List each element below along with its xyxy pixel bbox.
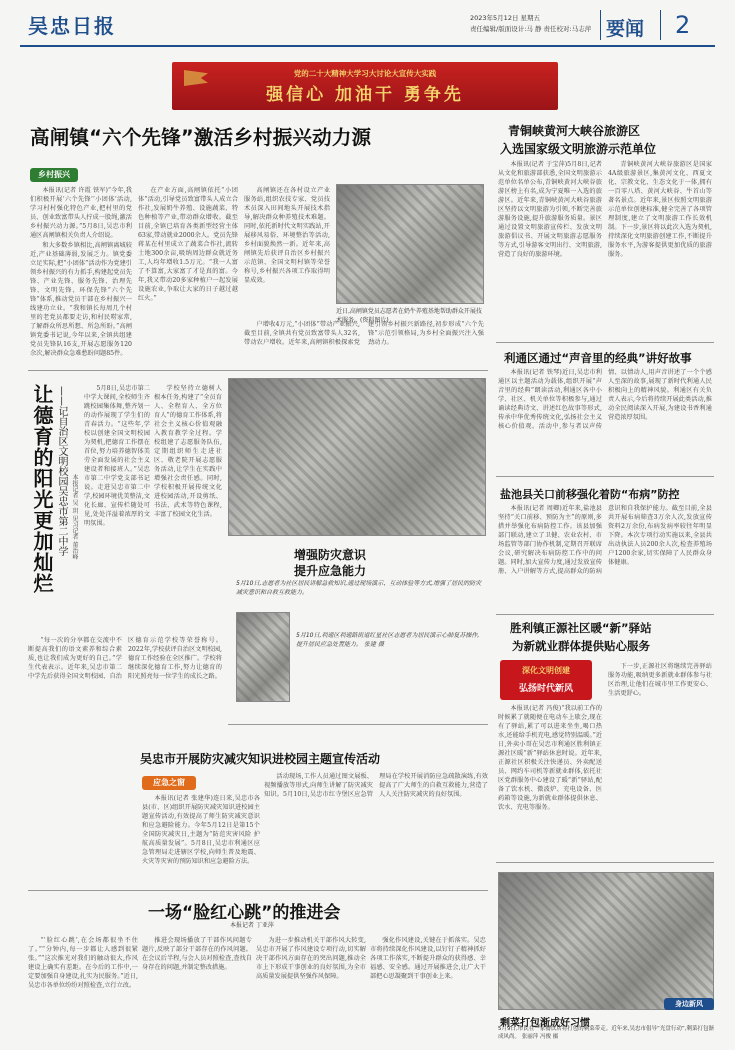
article4-title: 盐池县关口前移强化着防“布病”防控 — [500, 488, 680, 501]
article9-title: 一场“脸红心跳”的推进会 — [148, 903, 341, 923]
article2-text2: 青铜峡黄河大峡谷旅游区是国家4A级旅游景区,集黄河文化、西夏文化、宗教文化、生态文化于一体,拥有一百零八塔、黄河大峡谷、牛首山等著名景点。近年来,景区按照文明旅游示范单位创建标准,健全完善了各项管理制度,建立了文明旅游工作长效机制。下一步,景区将以此次入选为契机,持续深化文明旅游创建工作,不断提升服务水平,为游客提供更加优质的旅游服务。 — [608, 161, 712, 258]
article8-col1 — [498, 704, 602, 852]
article10-caption: 5月9日,市民在一家餐饮店将打包的剩菜带走。近年来,吴忠市倡导“光盘行动”,剩菜打包渐成风尚。 张丽萍 冯俊 摄 — [498, 1026, 714, 1040]
masthead — [0, 0, 735, 48]
article6-photo2 — [236, 612, 290, 702]
article3-text: 本报讯(记者 铁琴)近日,吴忠市利通区以主题活动为载体,组织开展“声音里的经典”朗读活动,利通区各中小学、社区、机关单位等积极参与,通过诵读经典诗文、讲述红色故事等形式,传承中华优秀传统文化,弘扬社会主义核心价值观。活动中,参与者以声传情、以情动人,用声音讲述了一个个感人至深的故事,展现了新时代利通人民积极向上的精神风貌。利通区有关负责人表示,今后将持续开展此类活动,推动全民阅读深入开展,为建设书香利通营造浓厚氛围。 — [498, 369, 712, 430]
article5-col1-text: 5月8日,吴忠市第二中学大课间,全校师生齐跳校园集体舞,整齐划一的动作展现了学生们的青春活力。“这些年,学校以创建全国文明校园为契机,把德育工作摆在首位,努力培养德智体美劳全面发展的社会主义建设者和接班人。”吴忠市第二中学党支部书记说。走进吴忠市第二中学,校园环境优美整洁,文化长廊、宣传栏随处可见,处处洋溢着浓厚的文明氛围。 — [84, 385, 150, 527]
article1-title: 高闸镇“六个先锋”激活乡村振兴动力源 — [30, 126, 372, 149]
article3-title: 利通区通过“声音里的经典”讲好故事 — [504, 351, 692, 365]
article1-tag: 乡村振兴 — [30, 168, 78, 182]
article2-title-line2: 入选国家级文明旅游示范单位 — [500, 142, 657, 156]
article5-title: 让德育的阳光更加灿烂 — [30, 384, 54, 594]
article8-title-line2: 为新就业群体提供贴心服务 — [512, 639, 650, 653]
article1-col2 — [138, 186, 238, 336]
article5-reporter: 本报记者 吴 玥 见习记者 董治峰 — [71, 474, 78, 560]
article9-col4-text: 强化作风建设,关键在于抓落实。吴忠市将持续深化作风建设,以钉钉子精神抓好各项工作落实,不断提升群众的获得感、幸福感、安全感。通过开展推进会,让广大干部把心思凝聚到干事创业上来。 — [370, 937, 486, 980]
article4-text: 本报讯(记者 周卿)近年来,盐池县坚持“关口前移、预防为主”的原则,多措并举强化布病防控工作。该县加强部门联动,建立了卫健、农业农村、市场监管等部门协作机制,定期召开联席会议,研究解决布病防控工作中的问题。同时,加大宣传力度,通过发放宣传册、入户讲解等方式,提高群众的防病意识和自我保护能力。截至目前,全县共开展布病筛查3万余人次,发放宣传资料2万余份,布病发病率较往年明显下降。本次专项行动实施以来,全县共出动执法人员200余人次,检查养殖场户1200余家,切实保障了人民群众身体健康。 — [498, 505, 712, 575]
banner-top-text: 党的二十大精神大学习大讨论大宣传大实践 — [293, 69, 437, 78]
masthead-rule — [20, 45, 715, 47]
article9-byline: 本报记者 丁亚萍 — [230, 922, 274, 929]
article8-title-line1: 胜利镇正源社区暖“新”驿站 — [510, 621, 652, 635]
article9-col3 — [256, 936, 366, 1040]
article6-bottom-rule — [228, 724, 488, 725]
editor-line: 责任编辑/版面设计:马 静 责任校对:马志萍 — [470, 25, 592, 33]
article1-bottom-rule — [28, 370, 488, 371]
article1-col1 — [30, 186, 132, 357]
article7-body-col — [264, 772, 488, 858]
article5-col1 — [84, 384, 150, 634]
article4-bottom-rule — [496, 614, 714, 615]
article3-bottom-rule — [496, 476, 714, 477]
article1-col3-text: 高闸镇还在各村设立产业服务站,组织农技专家、党员技术员深入田间地头开展技术指导,解决群众种养殖技术难题。同时,依托新时代文明实践站,开展移风易俗、环境整治等活动,乡村面貌焕然一新。近年来,高闸镇先后获评自治区乡村振兴示范镇、全国文明村镇等荣誉称号,乡村振兴各项工作取得明显成效。 — [244, 187, 330, 284]
article6-title-line1: 增强防灾意识 — [294, 548, 367, 562]
article5-subtitle: ——记自治区文明校园吴忠市第二中学 — [56, 386, 67, 556]
article1-tail — [244, 320, 484, 360]
article7-body: 活动现场,工作人员通过图文展板、视频播放等形式,向师生讲解了防灾减灾知识。5月10日,吴忠市红寺堡区应急管理局在学校开展消防应急疏散演练,有效提高了广大师生的自救互救能力,营造了人人关注防灾减灾的良好氛围。 — [264, 773, 488, 798]
article3-body — [498, 368, 712, 472]
newspaper-logo: 吴忠日报 — [28, 14, 116, 38]
article8-col2 — [608, 662, 712, 852]
article9-col3-text: 为进一步推动机关干部作风大转变,吴忠市开展了作风建设专项行动,切实解决干部作风方面存在的突出问题,推动全市上下形成干事创业的良好氛围,为全市高质量发展提供坚强作风保障。 — [256, 937, 366, 980]
article1-col3 — [244, 186, 330, 336]
article8-stamp — [500, 660, 592, 700]
article8-text2: 下一步,正源社区将继续完善驿站服务功能,吸纳更多新就业群体参与社区治理,让他们在城市里工作更安心、生活更舒心。 — [608, 663, 712, 697]
article1-col1-text: 和大多数乡镇相比,高闸镇离城较近,产业基础薄弱,发展乏力。镇党委立足实际,把“小团体”活动作为党建引领乡村振兴的有力抓手,构建起党员先锋、产业先锋、服务先锋、治理先锋、文明先锋、环保先锋“六个先锋”体系,推动党员干部在乡村振兴一线建功立业。“我和镇长每周几个村里的老党员都要走访,和村民唠家常,了解群众所思所想、所急所盼。”高闸镇党委书记说,今年以来,全镇共组建党员先锋队16支,开展志愿服务120余次,解决群众急难愁盼问题85件。 — [30, 242, 132, 357]
article7-badge: 应急之窗 — [142, 776, 196, 790]
article5-col2 — [154, 384, 222, 634]
article9-col2 — [142, 936, 252, 1040]
article6-title-line2: 提升应急能力 — [294, 564, 367, 578]
article9-col2-text: 推进会现场播放了干部作风问题专题片,反映了部分干部存在的作风问题。在会议后半程,与会人员对照检查,查找自身存在的问题,并制定整改措施。 — [142, 937, 252, 971]
article9-col1 — [28, 936, 138, 1040]
article8-bottom-rule — [496, 862, 714, 863]
article1-photo-caption: 近日,高闸镇党员志愿者在奶牛养殖基地帮助群众开展技术服务。(资料图片) — [336, 308, 482, 324]
article2-title-line1: 青铜峡黄河大峡谷旅游区 — [508, 124, 641, 138]
article2-col1 — [498, 160, 602, 340]
article1-col2-text: 在产业方面,高闸镇依托“小团体”活动,引导党员致富带头人成立合作社,发展奶牛养殖、设施蔬菜、特色种植等产业,带动群众增收。截至目前,全镇已培育各类新型经营主体63家,带动就业2000余人。党员先锋蒋某在村里成立了蔬菜合作社,流转土地300余亩,吸纳周边群众就近务工,人均年增收1.5万元。“我一人富了不算富,大家富了才是真的富。今年,我又带动20多家种植户一起发展设施农业,争取让大家的日子越过越红火。” — [138, 187, 238, 302]
article2-bottom-rule — [496, 342, 714, 343]
article1-photo — [336, 184, 484, 304]
article7-byline: 本报讯(记者 张建华)连日来,吴忠市各县(市、区)组织开展防灾减灾知识进校园主题宣传活动,有效提高了师生防灾减灾意识和应急避险能力。今年5月12日是第15个全国防灾减灾日,主题为“防范灾害风险 护航高质量发展”。5月8日,吴忠市利通区应急管理局走进辖区学校,向师生普及地震、火灾等灾害的预防知识和应急避险方法。 — [142, 795, 260, 865]
article10-badge: 身边新风 — [664, 998, 714, 1010]
article10-title: 剩菜打包渐成好习惯 — [500, 1018, 590, 1029]
stamp-main-text: 弘扬时代新风 — [518, 684, 573, 694]
article7-title: 吴忠市开展防灾减灾知识进校园主题宣传活动 — [140, 752, 381, 766]
divider-v — [600, 10, 601, 40]
article9-top-rule — [28, 890, 488, 891]
article9-col4 — [370, 936, 486, 1040]
article10-photo — [498, 872, 714, 1010]
article8-text: 本报讯(记者 冯俊)“我以前工作的时候累了就随便在电动车上歇会,现在有了驿站,累了可以进来坐坐,喝口热水,还能给手机充电,感觉特别温暖。”近日,外卖小哥在吴忠市利通区胜利镇正源社区暖“新”驿站休息时说。近年来,正源社区积极关注快递员、外卖配送员、网约车司机等新就业群体,依托社区党群服务中心建设了暖“新”驿站,配备了饮水机、微波炉、充电设备、医药箱等设施,为新就业群体提供休息、饮水、充电等服务。 — [498, 705, 602, 811]
article4-body — [498, 504, 712, 610]
article1-tail-text: 户增收4万元,“小团体”带动产业振兴,截至目前,全镇共有党员致富带头人32名,带动农户增收。近年来,高闸镇积极探索党建引领乡村振兴新路径,初步形成“六个先锋”示范引领格局,为乡村全面振兴注入强劲动力。 — [244, 321, 484, 346]
date-line: 2023年5月12日 星期五 — [470, 14, 541, 22]
article6-body: 5月10日,志愿者为社区居民讲解急救知识,通过现场演示、互动体验等方式,增强了居民的防灾减灾意识和自救互救能力。 — [236, 580, 482, 596]
page-number: 2 — [675, 11, 691, 39]
article2-col2 — [608, 160, 712, 340]
article5-col2-text: 学校坚持立德树人根本任务,构建了“全员育人、全程育人、全方位育人”的德育工作体系,将社会主义核心价值观融入教育教学全过程。学校组建了志愿服务队伍,定期组织师生走进社区、敬老院开展志愿服务活动,让学生在实践中增强社会责任感。同时,学校积极开展传统文化进校园活动,开设剪纸、书法、武术等特色课程,丰富了校园文化生活。 — [154, 385, 222, 518]
article6-caption: 5月10日,利通区利通路街道红星社区志愿者为居民演示心肺复苏操作,提升居民应急处置能力。 张建 摄 — [296, 632, 480, 648]
divider-v2 — [660, 10, 661, 40]
article5-col3-text: “每一次的分享都在交流中不断提高我们的语文素养和综合素质,也让我们成为更好的自己。”学生代表表示。近年来,吴忠市第二中学先后获得全国文明校园、自治区德育示范学校等荣誉称号。2022年,学校获评自治区文明校园,德育工作经验在全区推广。学校将继续深化德育工作,努力让德育的阳光照亮每一位学生的成长之路。 — [28, 637, 222, 680]
article7-byline-col — [142, 794, 260, 884]
section-title: 要闻 — [606, 18, 645, 40]
stamp-top-text: 深化文明创建 — [522, 666, 570, 675]
article2-text1: 本报讯(记者 于宝萍)5月8日,记者从文化和旅游部获悉,全国文明旅游示范单位名单公布,青铜峡黄河大峡谷旅游区榜上有名,成为宁夏唯一入选的旅游区。近年来,青铜峡黄河大峡谷旅游区坚持以文明旅游为引领,不断完善旅游服务设施,提升旅游服务质量。景区通过设置文明旅游宣传栏、发放文明旅游倡议书、开展文明旅游志愿服务等方式,引导游客文明出行、文明旅游,营造了良好的旅游环境。 — [498, 161, 602, 258]
article1-byline: 本报讯(记者 许霞 铁军)“今年,我们积极开展‘六个先锋’‘小团体’活动,学习村村强化特色产业,把村里的党员、创业致富带头人拧成一股绳,激活乡村振兴动力源。”5月8日,吴忠市利通区高闸镇相关负责人介绍说。 — [30, 187, 132, 239]
theme-banner — [172, 62, 558, 110]
article9-col1-text: “‘脸红心跳’,在会场都很坐不住了。”“分钟内,每一步都让人感到很紧张。”“这次推光对我们的触动很大,作风建设上确实有差距。在今后的工作中,一定要加强自身建设,扎实为民服务。”近日,吴忠市各单位纷纷对照检查,立行立改。 — [28, 937, 138, 989]
banner-main-text: 强信心 加油干 勇争先 — [266, 85, 464, 105]
article6-photo — [228, 378, 486, 536]
